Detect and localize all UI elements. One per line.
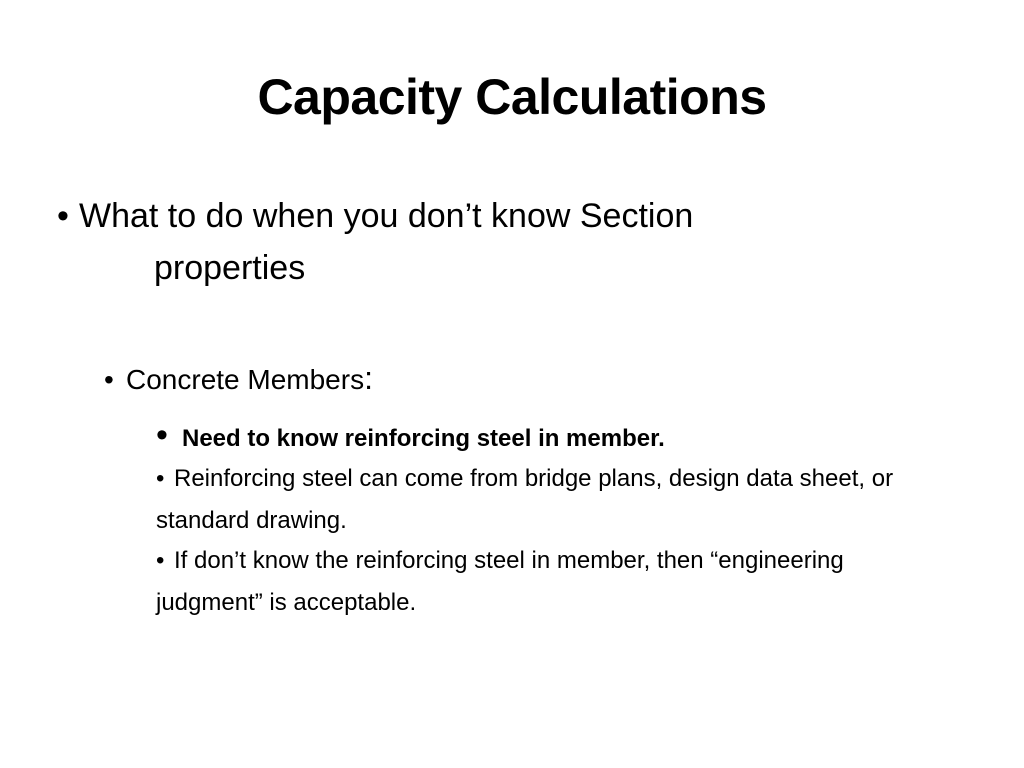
bullet-point-section-properties [57, 190, 917, 294]
bullet-icon: • [57, 197, 69, 235]
slide-title: Capacity Calculations [257, 69, 767, 125]
bullet-icon: • [104, 364, 114, 395]
sub-bullet-steel-source [156, 458, 916, 542]
bullet-colon: : [364, 360, 373, 396]
bullet-text: Concrete Members [126, 364, 365, 395]
sub-bullet-text: Reinforcing steel can come from bridge plans, design data sheet, or standard drawing. [156, 465, 894, 534]
sub-bullet-need-to-know [156, 414, 916, 460]
bullet-icon: • [156, 465, 165, 492]
bullet-icon: • [156, 416, 168, 454]
bullet-text-line1: What to do when you don’t know Section [79, 197, 694, 235]
sub-bullet-text: Need to know reinforcing steel in member. [182, 425, 665, 452]
bullet-icon: • [156, 547, 165, 574]
bullet-text-line2: properties [154, 249, 306, 287]
bullet-point-concrete-members [104, 356, 373, 402]
sub-bullet-text: If don’t know the reinforcing steel in member, then “engineering judgment” is acceptable. [156, 547, 844, 616]
sub-bullet-engineering-judgment [156, 540, 916, 624]
